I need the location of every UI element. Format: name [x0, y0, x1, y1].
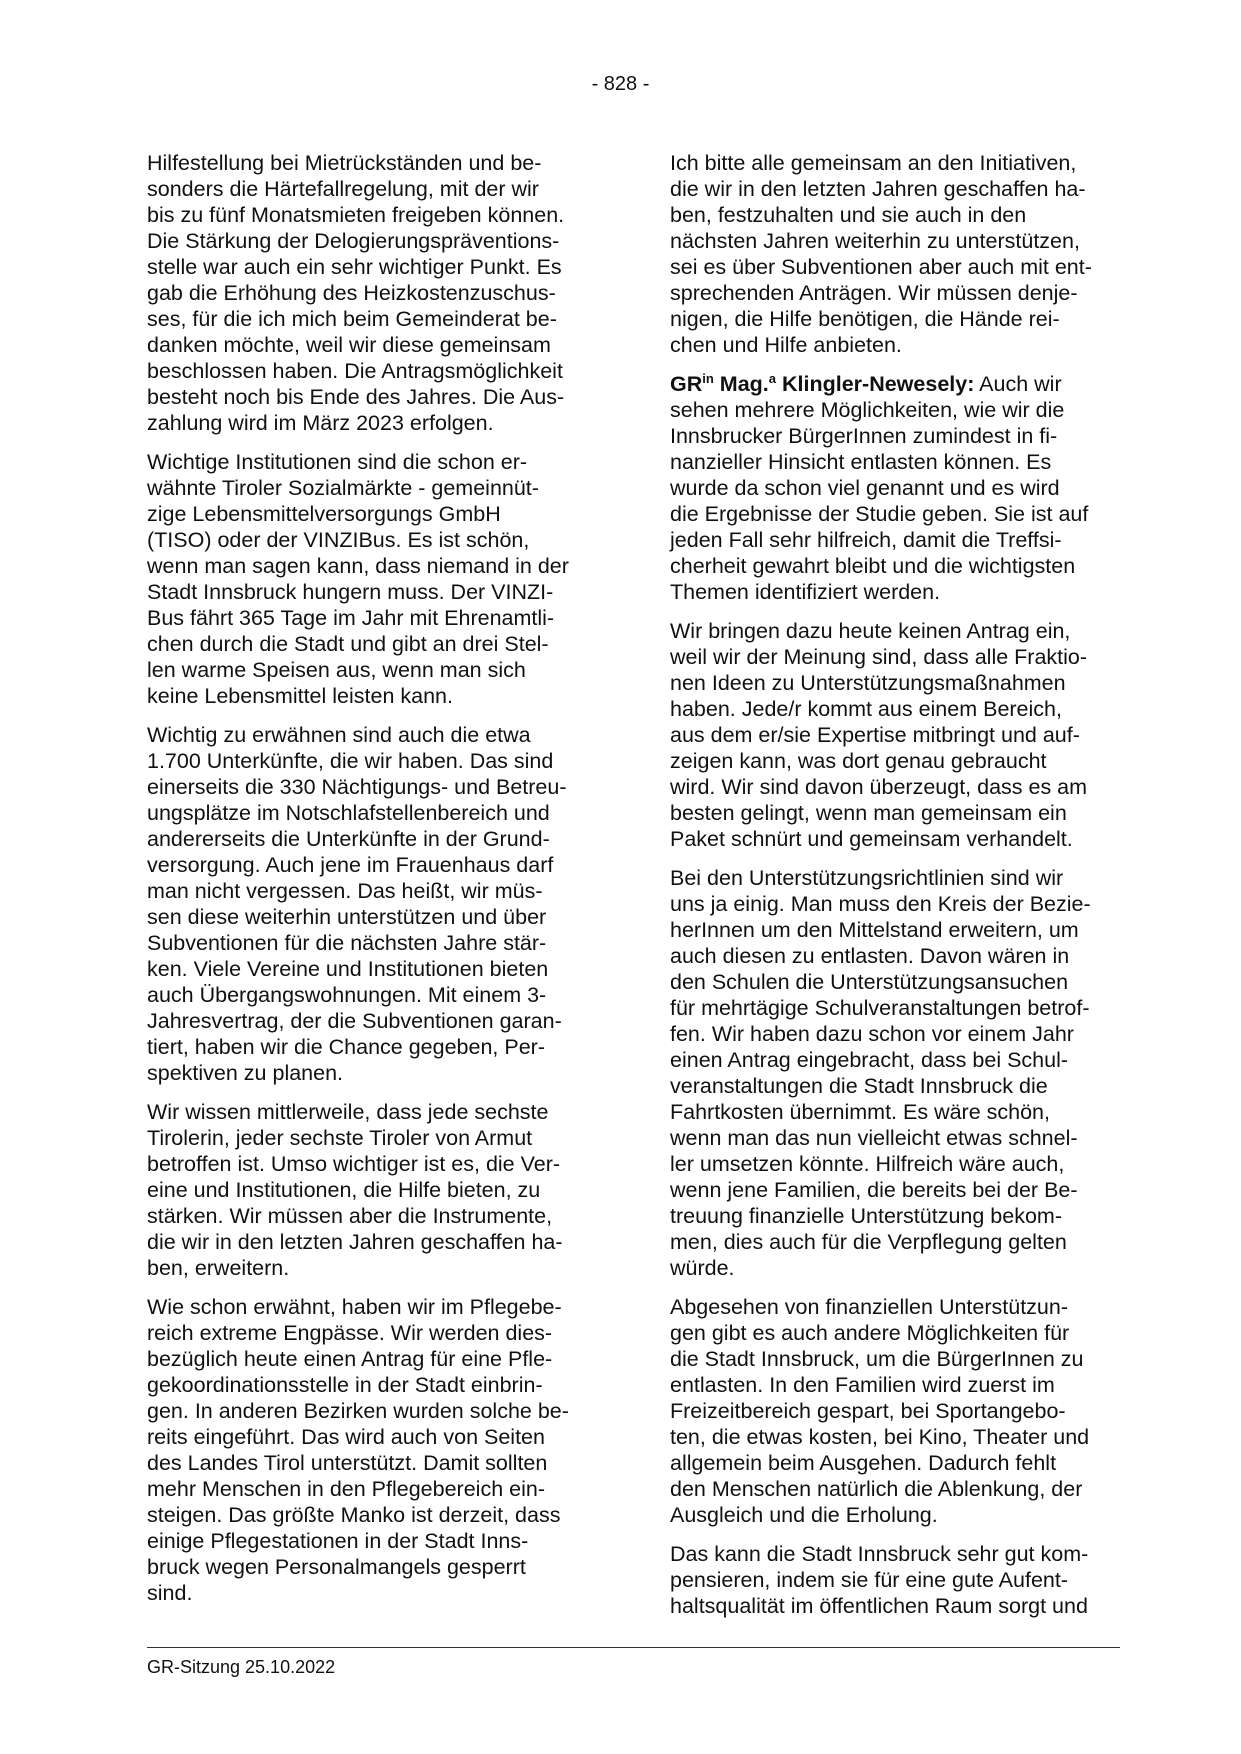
text-line: sehen mehrere Möglichkeiten, wie wir die	[670, 398, 1065, 422]
speaker-prefix-sup: in	[702, 371, 714, 386]
text-line: des Landes Tirol unterstützt. Damit sollten	[147, 1451, 548, 1475]
text-line: keine Lebensmittel leisten kann.	[147, 684, 453, 708]
text-line: zeigen kann, was dort genau gebraucht	[670, 749, 1047, 773]
text-line: zahlung wird im März 2023 erfolgen.	[147, 411, 494, 435]
text-line: einerseits die 330 Nächtigungs- und Betreu-	[147, 775, 567, 799]
text-line: bis zu fünf Monatsmieten freigeben können.	[147, 203, 565, 227]
text-line: treuung finanzielle Unterstützung bekom-	[670, 1204, 1062, 1228]
text-line: gekoordinationsstelle in der Stadt einbrin-	[147, 1373, 543, 1397]
text-line: Themen identifiziert werden.	[670, 580, 941, 604]
text-line: ler umsetzen könnte. Hilfreich wäre auch,	[670, 1152, 1065, 1176]
text-line: stärken. Wir müssen aber die Instrumente,	[147, 1204, 553, 1228]
paragraph	[670, 1541, 1122, 1619]
paragraph	[147, 722, 599, 1086]
text-line: sonders die Härtefallregelung, mit der wir	[147, 177, 539, 201]
paragraph	[147, 1099, 599, 1281]
text-line: Innsbrucker BürgerInnen zumindest in fi-	[670, 424, 1058, 448]
text-line: Wir wissen mittlerweile, dass jede sechste	[147, 1100, 549, 1124]
text-line: wird. Wir sind davon überzeugt, dass es am	[670, 775, 1088, 799]
text-line: die wir in den letzten Jahren geschaffen ha-	[670, 177, 1086, 201]
text-line: ken. Viele Vereine und Institutionen bieten	[147, 957, 549, 981]
text-line: weil wir der Meinung sind, dass alle Fraktio-	[670, 645, 1088, 669]
text-line: nächsten Jahren weiterhin zu unterstützen,	[670, 229, 1080, 253]
text-line: Jahresvertrag, der die Subventionen garan-	[147, 1009, 562, 1033]
text-line: zige Lebensmittelversorgungs GmbH	[147, 502, 501, 526]
text-line: bruck wegen Personalmangels gesperrt	[147, 1555, 526, 1579]
text-line: wurde da schon viel genannt und es wird	[670, 476, 1060, 500]
text-line: herInnen um den Mittelstand erweitern, um	[670, 918, 1079, 942]
text-line: auch Übergangswohnungen. Mit einem 3-	[147, 983, 547, 1007]
text-line: ses, für die ich mich beim Gemeinderat be-	[147, 307, 557, 331]
text-line: Die Stärkung der Delogierungspräventions-	[147, 229, 560, 253]
text-line: sprechenden Anträgen. Wir müssen denje-	[670, 281, 1078, 305]
text-line: Bei den Unterstützungsrichtlinien sind wir	[670, 866, 1064, 890]
text-line: chen und Hilfe anbieten.	[670, 333, 902, 357]
text-line: mehr Menschen in den Pflegebereich ein-	[147, 1477, 545, 1501]
text-line: Ich bitte alle gemeinsam an den Initiativen,	[670, 151, 1077, 175]
paragraph	[147, 150, 599, 436]
text-line: gen. In anderen Bezirken wurden solche be-	[147, 1399, 569, 1423]
text-line: Abgesehen von finanziellen Unterstützun-	[670, 1295, 1069, 1319]
paragraph	[147, 449, 599, 709]
text-line: Fahrtkosten übernimmt. Es wäre schön,	[670, 1100, 1050, 1124]
text-line: Wir bringen dazu heute keinen Antrag ein,	[670, 619, 1071, 643]
text-line: ten, die etwas kosten, bei Kino, Theater und	[670, 1425, 1090, 1449]
text-line: wenn man das nun vielleicht etwas schnel-	[670, 1126, 1078, 1150]
paragraph	[670, 150, 1122, 358]
text-line: Ausgleich und die Erholung.	[670, 1503, 938, 1527]
text-line: wenn jene Familien, die bereits bei der Be-	[670, 1178, 1078, 1202]
text-line: ben, erweitern.	[147, 1256, 290, 1280]
text-line: len warme Speisen aus, wenn man sich	[147, 658, 526, 682]
speaker-title: Mag.	[719, 372, 769, 396]
speaker-name	[670, 372, 974, 396]
text-line: eine und Institutionen, die Hilfe bieten, zu	[147, 1178, 541, 1202]
right-column	[670, 150, 1122, 1632]
text-line: ben, festzuhalten und sie auch in den	[670, 203, 1027, 227]
left-column	[147, 150, 599, 1619]
text-line: reich extreme Engpässe. Wir werden dies-	[147, 1321, 553, 1345]
text-line: sind.	[147, 1581, 193, 1605]
text-line: Wichtige Institutionen sind die schon er-	[147, 450, 528, 474]
text-line: andererseits die Unterkünfte in der Grund-	[147, 827, 550, 851]
text-line: den Menschen natürlich die Ablenkung, der	[670, 1477, 1083, 1501]
text-line: nen Ideen zu Unterstützungsmaßnahmen	[670, 671, 1066, 695]
text-line: einige Pflegestationen in der Stadt Inns-	[147, 1529, 529, 1553]
text-line: haben. Jede/r kommt aus einem Bereich,	[670, 697, 1062, 721]
text-line: (TISO) oder der VINZIBus. Es ist schön,	[147, 528, 530, 552]
text-line: Tirolerin, jeder sechste Tiroler von Armut	[147, 1126, 533, 1150]
text-line: besteht noch bis Ende des Jahres. Die Aus-	[147, 385, 565, 409]
text-line: nigen, die Hilfe benötigen, die Hände rei-	[670, 307, 1060, 331]
text-line: steigen. Das größte Manko ist derzeit, dass	[147, 1503, 561, 1527]
text-line: sei es über Subventionen aber auch mit ent-	[670, 255, 1092, 279]
text-line: die wir in den letzten Jahren geschaffen ha-	[147, 1230, 563, 1254]
text-line: versorgung. Auch jene im Frauenhaus darf	[147, 853, 554, 877]
text-line: Subventionen für die nächsten Jahre stär-	[147, 931, 547, 955]
text-line: aus dem er/sie Expertise mitbringt und auf-	[670, 723, 1080, 747]
paragraph	[670, 618, 1122, 852]
text-line: jeden Fall sehr hilfreich, damit die Treffsi-	[670, 528, 1062, 552]
text-line: tiert, haben wir die Chance gegeben, Per-	[147, 1035, 545, 1059]
text-line: reits eingeführt. Das wird auch von Seiten	[147, 1425, 545, 1449]
text-line: wenn man sagen kann, dass niemand in der	[147, 554, 569, 578]
speaker-surname: Klingler-Newesely:	[782, 372, 975, 396]
page-number: - 828 -	[591, 73, 650, 95]
text-line: besten gelingt, wenn man gemeinsam ein	[670, 801, 1067, 825]
text-line: allgemein beim Ausgehen. Dadurch fehlt	[670, 1451, 1057, 1475]
text-line: würde.	[670, 1256, 735, 1280]
text-line: für mehrtägige Schulveranstaltungen betrof-	[670, 996, 1090, 1020]
text-line: Das kann die Stadt Innsbruck sehr gut kom-	[670, 1542, 1089, 1566]
text-line: veranstaltungen die Stadt Innsbruck die	[670, 1074, 1048, 1098]
footer-divider	[147, 1647, 1120, 1648]
footer-session-date: GR-Sitzung 25.10.2022	[147, 1657, 336, 1677]
text-line: einen Antrag eingebracht, dass bei Schul-	[670, 1048, 1069, 1072]
text-line: 1.700 Unterkünfte, die wir haben. Das sind	[147, 749, 554, 773]
text-line: man nicht vergessen. Das heißt, wir müs-	[147, 879, 543, 903]
paragraph	[147, 1294, 599, 1606]
text-line: sen diese weiterhin unterstützen und über	[147, 905, 547, 929]
text-line: beschlossen haben. Die Antragsmöglichkeit	[147, 359, 563, 383]
text-line: Stadt Innsbruck hungern muss. Der VINZI-	[147, 580, 554, 604]
text-line: den Schulen die Unterstützungsansuchen	[670, 970, 1069, 994]
speaker-prefix: GR	[670, 372, 703, 396]
text-line: Hilfestellung bei Mietrückständen und be-	[147, 151, 542, 175]
text-line: danken möchte, weil wir diese gemeinsam	[147, 333, 551, 357]
text-line: gab die Erhöhung des Heizkostenzuschus-	[147, 281, 556, 305]
paragraph	[670, 865, 1122, 1281]
text-line: fen. Wir haben dazu schon vor einem Jahr	[670, 1022, 1074, 1046]
text-line: bezüglich heute einen Antrag für eine Pfle-	[147, 1347, 553, 1371]
text-line: Wichtig zu erwähnen sind auch die etwa	[147, 723, 531, 747]
text-line: spektiven zu planen.	[147, 1061, 344, 1085]
speaker-first-line-text: Auch wir	[979, 372, 1062, 396]
text-line: die Stadt Innsbruck, um die BürgerInnen zu	[670, 1347, 1084, 1371]
text-line: betroffen ist. Umso wichtiger ist es, die Ver-	[147, 1152, 561, 1176]
text-line: stelle war auch ein sehr wichtiger Punkt. Es	[147, 255, 562, 279]
text-line: entlasten. In den Familien wird zuerst im	[670, 1373, 1055, 1397]
text-line: ungsplätze im Notschlafstellenbereich und	[147, 801, 550, 825]
paragraph	[670, 1294, 1122, 1528]
text-line: haltsqualität im öffentlichen Raum sorgt und	[670, 1594, 1088, 1618]
text-line: gen gibt es auch andere Möglichkeiten für	[670, 1321, 1070, 1345]
text-line: uns ja einig. Man muss den Kreis der Bezie-	[670, 892, 1091, 916]
text-line: wähnte Tiroler Sozialmärkte - gemeinnüt-	[147, 476, 539, 500]
text-line: Freizeitbereich gespart, bei Sportangebo-	[670, 1399, 1066, 1423]
text-line: men, dies auch für die Verpflegung gelten	[670, 1230, 1067, 1254]
text-line: nanzieller Hinsicht entlasten können. Es	[670, 450, 1052, 474]
text-line: die Ergebnisse der Studie geben. Sie ist auf	[670, 502, 1089, 526]
text-line: Paket schnürt und gemeinsam verhandelt.	[670, 827, 1073, 851]
text-line: Wie schon erwähnt, haben wir im Pflegebe-	[147, 1295, 562, 1319]
speaker-paragraph	[670, 371, 1122, 605]
text-line: cherheit gewahrt bleibt und die wichtigsten	[670, 554, 1076, 578]
text-line: pensieren, indem sie für eine gute Aufent-	[670, 1568, 1069, 1592]
text-line: chen durch die Stadt und gibt an drei Stel-	[147, 632, 549, 656]
speaker-line	[670, 371, 1122, 397]
text-line: Bus fährt 365 Tage im Jahr mit Ehrenamtli-	[147, 606, 555, 630]
text-line: auch diesen zu entlasten. Davon wären in	[670, 944, 1070, 968]
speaker-title-sup: a	[768, 371, 777, 386]
